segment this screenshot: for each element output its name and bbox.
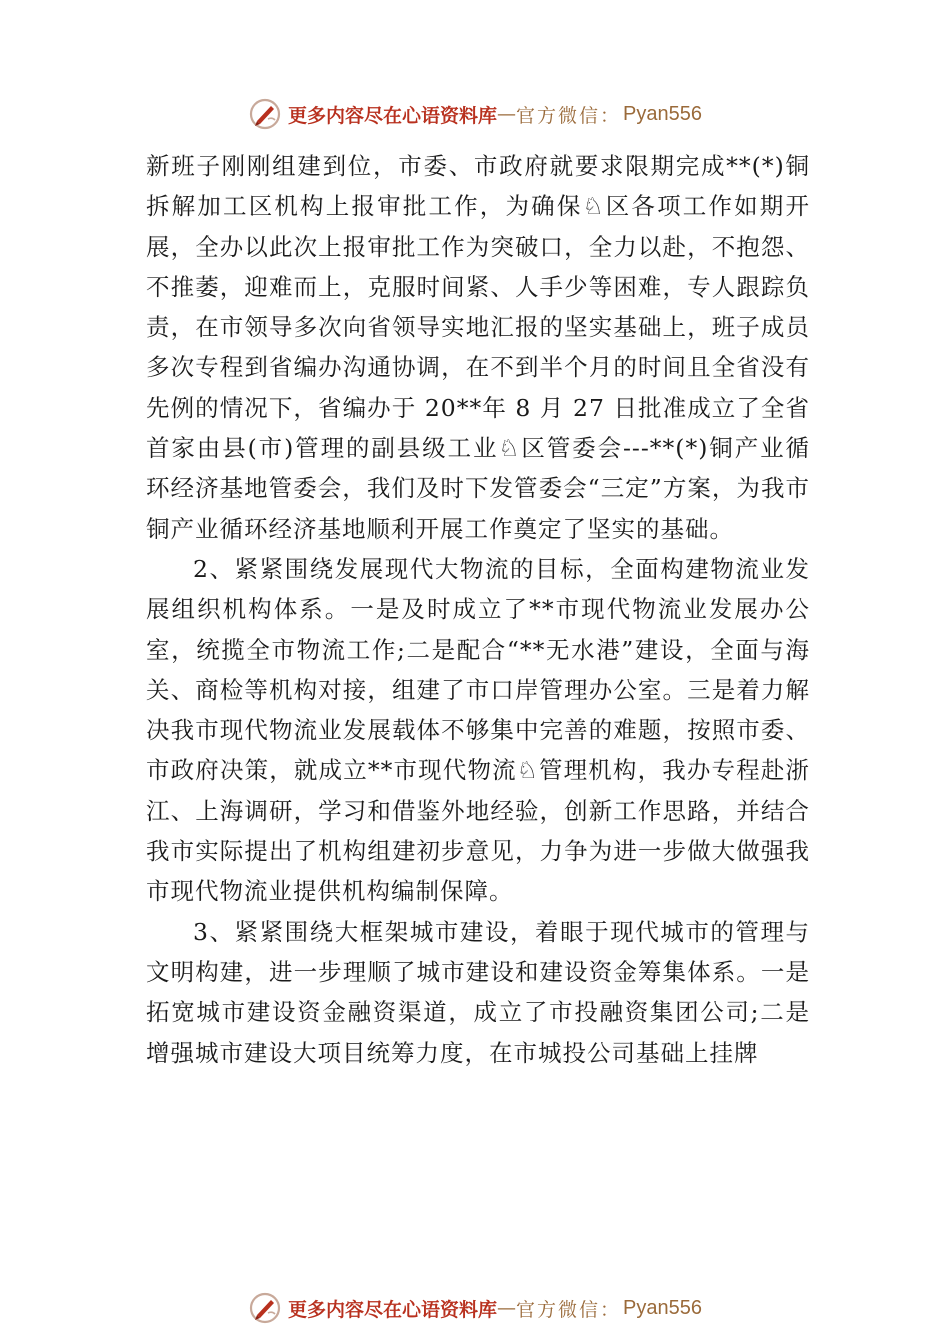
footer-banner-dash: — [497, 1297, 517, 1319]
footer-banner-wechat-id: Pyan556 [623, 1296, 702, 1319]
pen-circle-logo-icon [248, 97, 282, 131]
paragraph-2: 2、紧紧围绕发展现代大物流的目标，全面构建物流业发展组织机构体系。一是及时成立了**市现代物流业发展办公室，统揽全市物流工作;二是配合“**无水港”建设，全面与海关、商检等机构对接，组建了市口岸管理办公室。三是着力解决我市现代物流业发展载体不够集中完善的难题，按照市委、市政府决策，就成立**市现代物流♘管理机构，我办专程赴浙江、上海调研，学习和借鉴外地经验，创新工作思路，并结合我市实际提出了机构组建初步意见，力争为进一步做大做强我市现代物流业提供机构编制保障。 [146, 554, 810, 906]
paragraph-3: 3、紧紧围绕大框架城市建设，着眼于现代城市的管理与文明构建，进一步理顺了城市建设和建设资金筹集体系。一是拓宽城市建设资金融资渠道，成立了市投融资集团公司;二是增强城市建设大项目统筹力度，在市城投公司基础上挂牌 [146, 917, 810, 1067]
paragraph-1: 新班子刚刚组建到位，市委、市政府就要求限期完成**(*)铜拆解加工区机构上报审批工作，为确保♘区各项工作如期开展，全办以此次上报审批工作为突破口，全力以赴，不抱怨、不推萎，迎难而上，克服时间紧、人手少等困难，专人跟踪负责，在市领导多次向省领导实地汇报的坚实基础上，班子成员多次专程到省编办沟通协调，在不到半个月的时间且全省没有先例的情况下，省编办于 20**年 8 月 27 日批准成立了全省首家由县(市)管理的副县级工业♘区管委会---**(*)铜产业循环经济基地管委会，我们及时下发管委会“三定”方案，为我市铜产业循环经济基地顺利开展工作奠定了坚实的基础。 [146, 152, 810, 543]
pen-circle-logo-icon [248, 1291, 282, 1325]
footer-banner-main-text: 更多内容尽在心语资料库 [288, 1298, 498, 1321]
document-body [146, 146, 810, 1073]
header-watermark-banner [0, 94, 950, 134]
banner-wechat-label: 官方微信： [516, 104, 622, 127]
banner-dash: — [497, 103, 517, 125]
footer-banner-wechat-label: 官方微信： [516, 1298, 622, 1321]
banner-wechat-id: Pyan556 [623, 102, 702, 125]
banner-main-text: 更多内容尽在心语资料库 [288, 104, 498, 127]
footer-watermark-banner [0, 1288, 950, 1328]
